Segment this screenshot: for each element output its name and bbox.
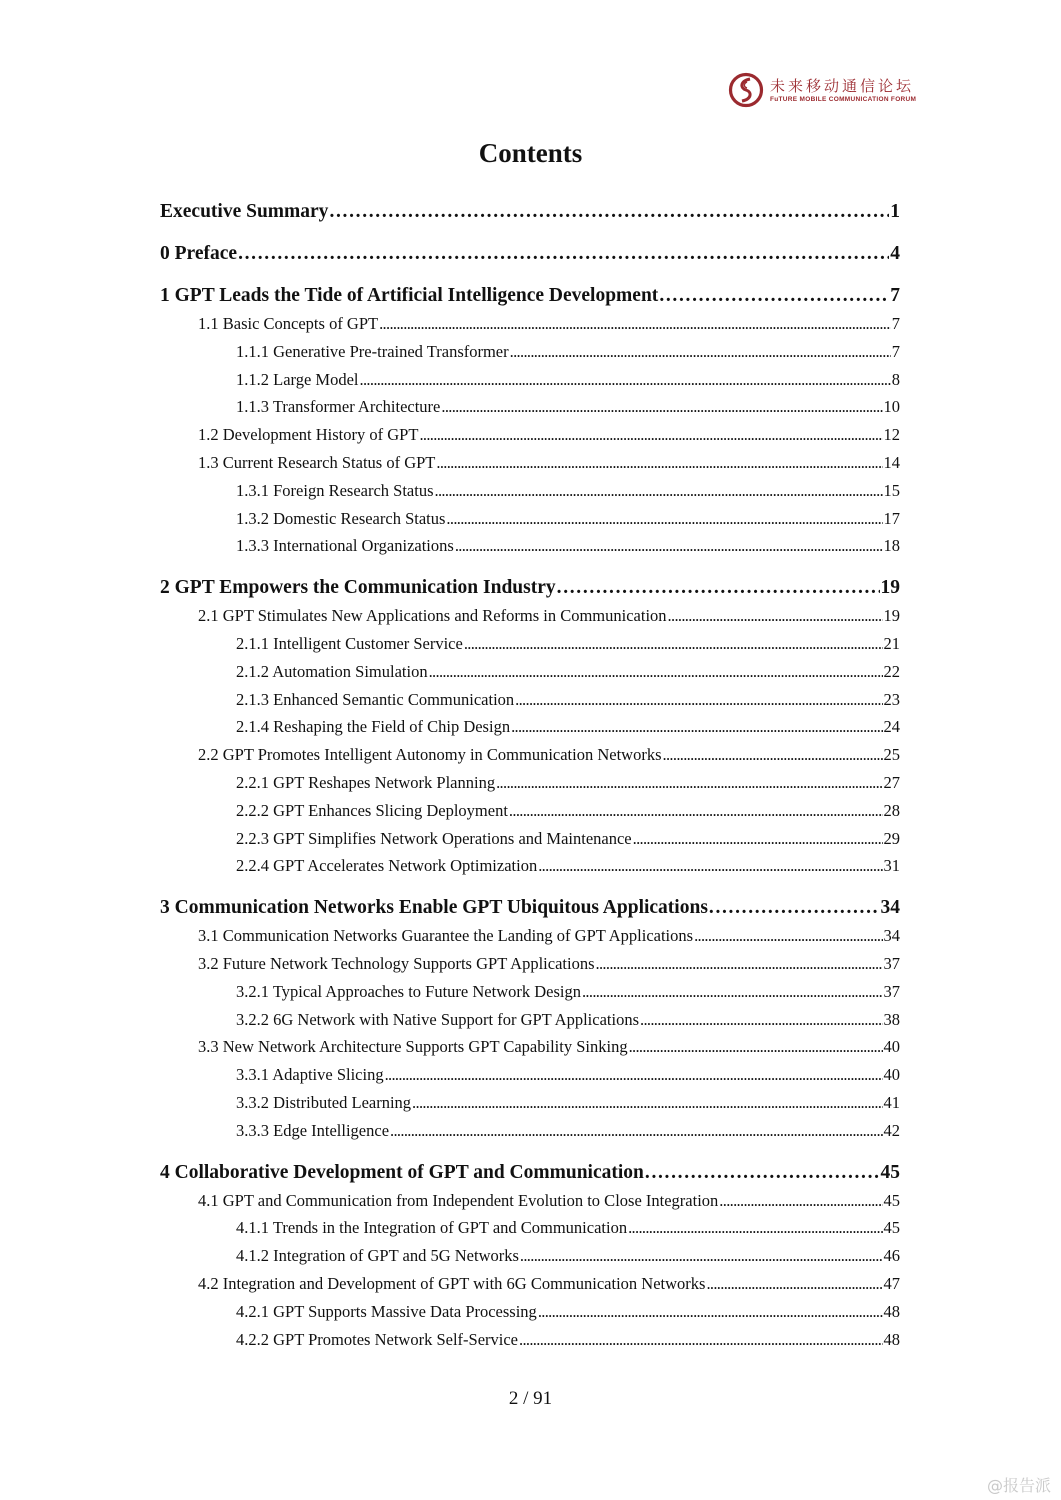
dot-leader xyxy=(640,1006,883,1034)
toc-entry-title: 3.1 Communication Networks Guarantee the Landing of GPT Applications xyxy=(198,926,694,946)
logo-english-name: FuTURE MOBILE COMMUNICATION FORUM xyxy=(770,95,917,103)
toc-entry-title: 3 Communication Networks Enable GPT Ubiquitous Applications xyxy=(160,897,708,919)
dot-leader xyxy=(446,505,882,533)
toc-entry-page: 24 xyxy=(883,717,900,737)
toc-entry-title: 3.3.3 Edge Intelligence xyxy=(236,1120,390,1140)
dot-leader xyxy=(519,1326,883,1354)
toc-entry-page: 37 xyxy=(883,953,900,973)
dot-leader xyxy=(496,769,882,797)
toc-entry[interactable] xyxy=(160,393,900,421)
toc-entry-page: 40 xyxy=(883,1037,900,1057)
toc-entry[interactable] xyxy=(160,1006,900,1034)
toc-entry-page: 7 xyxy=(891,314,900,333)
toc-entry-page: 48 xyxy=(883,1301,900,1321)
toc-entry-page: 15 xyxy=(883,480,900,500)
toc-entry-title: 1.1 Basic Concepts of GPT xyxy=(198,314,379,333)
toc-entry-page: 29 xyxy=(883,828,900,848)
toc-entry-title: 3.2 Future Network Technology Supports GPT Applications xyxy=(198,953,595,973)
toc-entry-page: 45 xyxy=(883,1218,900,1238)
toc-entry[interactable] xyxy=(160,713,900,741)
toc-entry-title: 1 GPT Leads the Tide of Artificial Intelligence Development xyxy=(160,285,659,306)
dot-leader xyxy=(596,950,883,978)
toc-entry-page: 1 xyxy=(890,201,900,222)
toc-entry[interactable] xyxy=(160,574,900,602)
dot-leader xyxy=(706,1270,882,1298)
toc-entry-title: 3.3.2 Distributed Learning xyxy=(236,1092,412,1112)
toc-entry-title: 2 GPT Empowers the Communication Industry xyxy=(160,577,556,599)
page-indicator: 2 / 91 xyxy=(508,1388,553,1409)
dot-leader xyxy=(515,686,882,714)
toc-entry[interactable] xyxy=(160,282,900,310)
toc-entry-page: 34 xyxy=(880,897,900,919)
dot-leader xyxy=(238,240,889,268)
dot-leader xyxy=(510,338,891,366)
dot-leader xyxy=(659,282,889,310)
toc-entry-title: 4 Collaborative Development of GPT and Communication xyxy=(160,1161,644,1183)
toc-entry-page: 10 xyxy=(883,397,900,417)
toc-entry-title: 1.3.2 Domestic Research Status xyxy=(236,508,446,528)
toc-entry-title: 2.1 GPT Stimulates New Applications and Reforms in Communication xyxy=(198,606,667,626)
dot-leader xyxy=(557,574,880,602)
toc-entry[interactable] xyxy=(160,978,900,1006)
toc-entry[interactable] xyxy=(160,1117,900,1145)
toc-entry[interactable] xyxy=(160,1298,900,1326)
toc-entry-title: 4.1.1 Trends in the Integration of GPT and Communication xyxy=(236,1218,628,1238)
toc-entry-page: 45 xyxy=(883,1190,900,1210)
toc-entry-page: 17 xyxy=(883,508,900,528)
dot-leader xyxy=(719,1187,882,1215)
toc-entry-title: 4.2.2 GPT Promotes Network Self-Service xyxy=(236,1329,518,1349)
toc-entry[interactable] xyxy=(160,338,900,366)
dot-leader xyxy=(390,1117,882,1145)
toc-entry[interactable] xyxy=(160,950,900,978)
toc-entry-title: 1.3.1 Foreign Research Status xyxy=(236,480,434,500)
toc-entry[interactable] xyxy=(160,797,900,825)
toc-entry[interactable] xyxy=(160,741,900,769)
toc-entry[interactable] xyxy=(160,1033,900,1061)
dot-leader xyxy=(538,1298,883,1326)
toc-entry-title: 2.2 GPT Promotes Intelligent Autonomy in Communication Networks xyxy=(198,745,662,765)
toc-entry-page: 14 xyxy=(883,452,900,472)
toc-entry[interactable] xyxy=(160,366,900,394)
dot-leader xyxy=(520,1242,883,1270)
dot-leader xyxy=(668,602,883,630)
dot-leader xyxy=(379,310,891,338)
toc-entry-title: 1.1.3 Transformer Architecture xyxy=(236,397,441,417)
toc-entry-page: 7 xyxy=(890,285,900,306)
toc-entry-title: 2.1.3 Enhanced Semantic Communication xyxy=(236,689,515,709)
toc-entry-page: 19 xyxy=(880,577,900,599)
toc-entry[interactable] xyxy=(160,686,900,714)
dot-leader xyxy=(511,713,882,741)
dot-leader xyxy=(435,477,883,505)
dot-leader xyxy=(633,825,883,853)
dot-leader xyxy=(663,741,883,769)
watermark: @报告派 xyxy=(986,1476,1051,1495)
dot-leader xyxy=(538,852,882,880)
toc-entry-page: 45 xyxy=(880,1161,900,1183)
toc-entry-title: 3.3.1 Adaptive Slicing xyxy=(236,1065,384,1085)
toc-entry-page: 7 xyxy=(891,341,900,361)
toc-entry-page: 38 xyxy=(883,1009,900,1029)
toc-entry[interactable] xyxy=(160,1159,900,1187)
toc-entry-title: 1.2 Development History of GPT xyxy=(198,425,419,445)
toc-entry-title: 0 Preface xyxy=(160,243,238,264)
dot-leader xyxy=(329,198,889,226)
toc-entry[interactable] xyxy=(160,769,900,797)
toc-entry[interactable] xyxy=(160,505,900,533)
toc-entry-page: 28 xyxy=(883,800,900,820)
dot-leader xyxy=(464,630,883,658)
toc-entry-title: 2.2.4 GPT Accelerates Network Optimization xyxy=(236,856,538,876)
toc-entry[interactable] xyxy=(160,1187,900,1215)
toc-entry[interactable] xyxy=(160,922,900,950)
toc-entry-page: 4 xyxy=(890,243,900,264)
toc-entry-title: 2.2.2 GPT Enhances Slicing Deployment xyxy=(236,800,508,820)
toc-entry-page: 41 xyxy=(883,1092,900,1112)
dot-leader xyxy=(360,366,891,394)
toc-entry[interactable] xyxy=(160,198,900,226)
toc-entry-title: 2.1.4 Reshaping the Field of Chip Design xyxy=(236,717,511,737)
dot-leader xyxy=(645,1159,880,1187)
toc-entry[interactable] xyxy=(160,1242,900,1270)
toc-entry-page: 42 xyxy=(883,1120,900,1140)
dot-leader xyxy=(412,1089,882,1117)
dot-leader xyxy=(694,922,882,950)
dot-leader xyxy=(509,797,883,825)
toc-entry[interactable] xyxy=(160,421,900,449)
toc-entry-page: 34 xyxy=(883,926,900,946)
toc-entry[interactable] xyxy=(160,1214,900,1242)
dot-leader xyxy=(441,393,882,421)
toc-entry-title: 3.2.1 Typical Approaches to Future Network Design xyxy=(236,981,581,1001)
toc-entry-page: 46 xyxy=(883,1246,900,1266)
toc-entry-title: 2.2.3 GPT Simplifies Network Operations and Maintenance xyxy=(236,828,632,848)
toc-entry-title: 1.1.2 Large Model xyxy=(236,369,359,389)
toc-entry-title: 2.1.2 Automation Simulation xyxy=(236,661,428,681)
toc-entry[interactable] xyxy=(160,602,900,630)
dot-leader xyxy=(436,449,882,477)
toc-entry[interactable] xyxy=(160,1089,900,1117)
dot-leader xyxy=(419,421,882,449)
dot-leader xyxy=(628,1214,882,1242)
table-of-contents xyxy=(160,198,900,1353)
toc-entry-title: 4.1 GPT and Communication from Independent Evolution to Close Integration xyxy=(198,1190,719,1210)
toc-entry-title: 1.3.3 International Organizations xyxy=(236,536,454,556)
toc-entry[interactable] xyxy=(160,1326,900,1354)
logo-chinese-name: 未来移动通信论坛 xyxy=(770,76,915,95)
toc-entry-title: 4.1.2 Integration of GPT and 5G Networks xyxy=(236,1246,519,1266)
toc-entry-title: 3.3 New Network Architecture Supports GPT Capability Sinking xyxy=(198,1037,628,1057)
toc-entry-page: 19 xyxy=(883,606,900,626)
toc-entry[interactable] xyxy=(160,1061,900,1089)
toc-entry[interactable] xyxy=(160,852,900,880)
toc-entry-page: 40 xyxy=(883,1065,900,1085)
toc-entry-page: 25 xyxy=(883,745,900,765)
toc-entry-page: 48 xyxy=(883,1329,900,1349)
toc-entry-page: 37 xyxy=(883,981,900,1001)
toc-entry-page: 23 xyxy=(883,689,900,709)
toc-entry[interactable] xyxy=(160,240,900,268)
toc-entry[interactable] xyxy=(160,630,900,658)
page-title: Contents xyxy=(478,138,583,168)
toc-entry-page: 8 xyxy=(891,369,900,389)
toc-entry-title: 1.1.1 Generative Pre-trained Transformer xyxy=(236,341,509,361)
toc-entry-title: Executive Summary xyxy=(160,201,329,222)
dot-leader xyxy=(429,658,883,686)
toc-entry-title: 2.1.1 Intelligent Customer Service xyxy=(236,633,463,653)
dot-leader xyxy=(582,978,883,1006)
toc-entry-title: 4.2.1 GPT Supports Massive Data Processing xyxy=(236,1301,537,1321)
toc-entry-page: 22 xyxy=(883,661,900,681)
toc-entry[interactable] xyxy=(160,532,900,560)
toc-entry-title: 1.3 Current Research Status of GPT xyxy=(198,452,436,472)
toc-entry[interactable] xyxy=(160,825,900,853)
toc-entry-page: 47 xyxy=(883,1273,900,1293)
toc-entry-page: 18 xyxy=(883,536,900,556)
forum-logo-icon xyxy=(728,72,764,108)
forum-logo xyxy=(728,72,916,108)
toc-entry[interactable] xyxy=(160,310,900,338)
toc-entry-page: 31 xyxy=(883,856,900,876)
toc-entry[interactable] xyxy=(160,449,900,477)
toc-entry-title: 2.2.1 GPT Reshapes Network Planning xyxy=(236,772,496,792)
toc-entry[interactable] xyxy=(160,1270,900,1298)
dot-leader xyxy=(709,894,880,922)
toc-entry[interactable] xyxy=(160,477,900,505)
dot-leader xyxy=(385,1061,883,1089)
dot-leader xyxy=(455,532,883,560)
toc-entry-title: 3.2.2 6G Network with Native Support for GPT Applications xyxy=(236,1009,639,1029)
toc-entry[interactable] xyxy=(160,894,900,922)
toc-entry[interactable] xyxy=(160,658,900,686)
toc-entry-page: 12 xyxy=(883,425,900,445)
dot-leader xyxy=(629,1033,883,1061)
toc-entry-page: 27 xyxy=(883,772,900,792)
toc-entry-page: 21 xyxy=(883,633,900,653)
toc-entry-title: 4.2 Integration and Development of GPT with 6G Communication Networks xyxy=(198,1273,706,1293)
